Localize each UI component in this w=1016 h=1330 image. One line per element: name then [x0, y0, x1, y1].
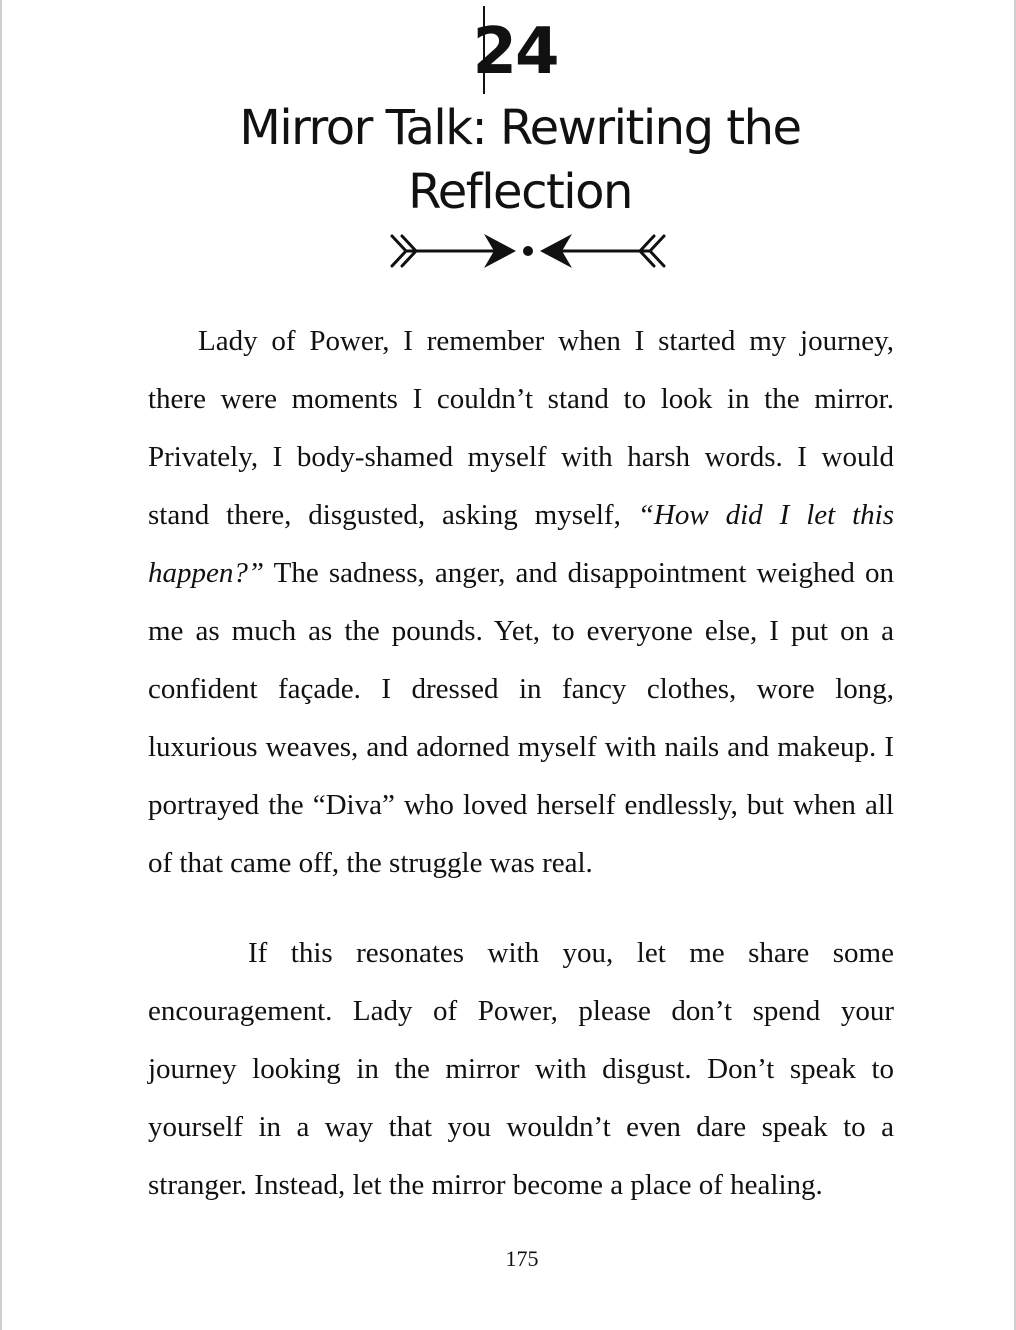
arrows-divider-icon: [384, 226, 672, 276]
page-number: 175: [505, 1246, 539, 1271]
chapter-number: 24: [472, 15, 558, 89]
paragraph-2: If this resonates with you, let me share some encouragement. Lady of Power, please don’t spend your journey looking in the mirror with disgust. Don’t speak to yourself in a way that you wouldn’t even dare speak to a stranger. Instead, let the mirror become a place of healing.: [148, 937, 894, 1201]
paragraph-1-text-b: The sadness, anger, and disappointment weighed on me as much as the pounds. Yet, to everyone else, I put on a confident façade. I dressed in fancy clothes, wore long, luxurious weaves, and adorned myself with nails and makeup. I portrayed the “Diva” who loved herself endlessly, but when all of that came off, the struggle was real.: [148, 557, 894, 879]
page-edge-left: [0, 0, 2, 1330]
paragraph-1: [148, 312, 894, 892]
paragraph-1-text-a: Lady of Power, I remember when I started my journey, there were moments I couldn’t stand to look in the mirror. Privately, I body-shamed myself with harsh words. I would stand there, disgusted, asking myself,: [148, 325, 894, 531]
paragraph-1-italic-quote: “How did I let this happen?”: [148, 499, 895, 589]
chapter-title: Mirror Talk: Rewriting the Reflection: [239, 100, 801, 220]
